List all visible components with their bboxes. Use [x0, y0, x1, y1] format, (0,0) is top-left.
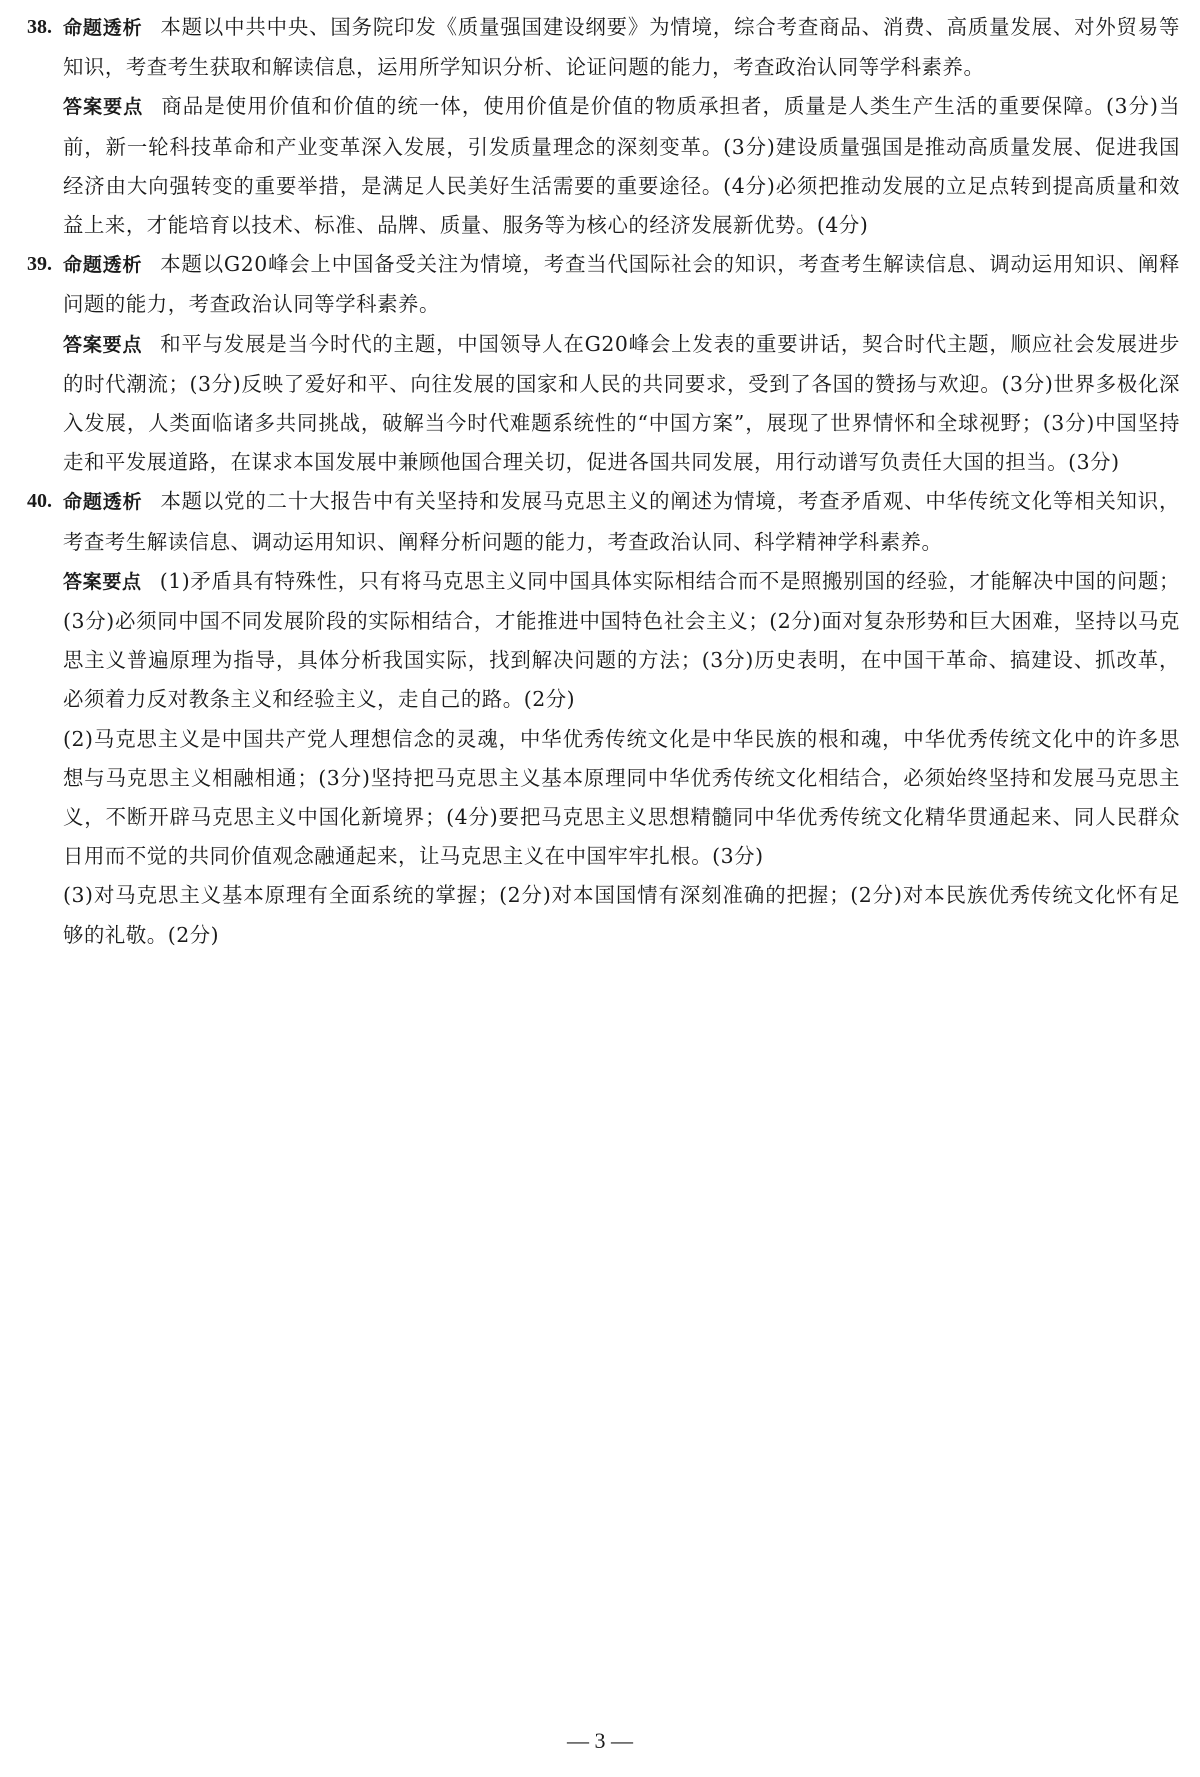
analysis-paragraph — [63, 245, 1180, 324]
question-number: 39. — [27, 253, 52, 276]
analysis-text: 本题以G20峰会上中国备受关注为情境，考查当代国际社会的知识，考查考生解读信息、调动运用知识、阐释问题的能力，考查政治认同等学科素养。 — [63, 252, 1180, 317]
page-number: — 3 — — [567, 1728, 633, 1753]
analysis-label: 命题透析 — [63, 254, 143, 277]
analysis-paragraph — [63, 8, 1180, 87]
answer-label: 答案要点 — [63, 96, 144, 119]
answer-text: (1)矛盾具有特殊性，只有将马克思主义同中国具体实际相结合而不是照搬别国的经验，才能解决中国的问题；(3分)必须同中国不同发展阶段的实际相结合，才能推进中国特色社会主义；(2分)面对复杂形势和巨大困难，坚持以马克思主义普遍原理为指导，具体分析我国实际，找到解决问题的方法；(3分)历史表明，在中国干革命、搞建设、抓改革，必须着力反对教条主义和经验主义，走自己的路。(2分) — [63, 568, 1180, 712]
answer-paragraph — [63, 87, 1180, 245]
analysis-label: 命题透析 — [63, 491, 143, 514]
answer-label: 答案要点 — [63, 333, 143, 356]
answer-part-2: (2)马克思主义是中国共产党人理想信念的灵魂，中华优秀传统文化是中华民族的根和魂，中华优秀传统文化中的许多思想与马克思主义相融相通；(3分)坚持把马克思主义基本原理同中华优秀传统文化相结合，必须始终坚持和发展马克思主义，不断开辟马克思主义中国化新境界；(4分)要把马克思主义思想精髓同中华优秀传统文化精华贯通起来、同人民群众日用而不觉的共同价值观念融通起来，让马克思主义在中国牢牢扎根。(3分) — [63, 726, 1180, 869]
answer-label: 答案要点 — [63, 570, 142, 593]
question-38 — [27, 8, 1180, 245]
analysis-text: 本题以中共中央、国务院印发《质量强国建设纲要》为情境，综合考查商品、消费、高质量发展、对外贸易等知识，考查考生获取和解读信息，运用所学知识分析、论证问题的能力，考查政治认同等学科素养。 — [63, 15, 1180, 80]
answer-paragraph — [63, 325, 1180, 483]
analysis-label: 命题透析 — [63, 17, 143, 39]
analysis-paragraph — [63, 482, 1180, 561]
question-number: 40. — [27, 490, 52, 513]
answer-paragraph — [63, 562, 1180, 720]
question-39 — [27, 245, 1180, 482]
answer-part-3: (3)对马克思主义基本原理有全面系统的掌握；(2分)对本国国情有深刻准确的把握；(2分)对本民族优秀传统文化怀有足够的礼敬。(2分) — [63, 883, 1180, 947]
answer-text: 商品是使用价值和价值的统一体，使用价值是价值的物质承担者，质量是人类生产生活的重要保障。(3分)当前，新一轮科技革命和产业变革深入发展，引发质量理念的深刻变革。(3分)建设质量强国是推动高质量发展、促进我国经济由大向强转变的重要举措，是满足人民美好生活需要的重要途径。(4分)必须把推动发展的立足点转到提高质量和效益上来，才能培育以技术、标准、品牌、质量、服务等为核心的经济发展新优势。(4分) — [63, 94, 1181, 238]
analysis-text: 本题以党的二十大报告中有关坚持和发展马克思主义的阐述为情境，考查矛盾观、中华传统文化等相关知识，考查考生解读信息、调动运用知识、阐释分析问题的能力，考查政治认同、科学精神学科素养。 — [63, 489, 1180, 554]
answer-text: 和平与发展是当今时代的主题，中国领导人在G20峰会上发表的重要讲话，契合时代主题，顺应社会发展进步的时代潮流；(3分)反映了爱好和平、向往发展的国家和人民的共同要求，受到了各国的赞扬与欢迎。(3分)世界多极化深入发展，人类面临诸多共同挑战，破解当今时代难题系统性的“中国方案”，展现了世界情怀和全球视野；(3分)中国坚持走和平发展道路，在谋求本国发展中兼顾他国合理关切，促进各国共同发展，用行动谱写负责任大国的担当。(3分) — [63, 331, 1180, 475]
question-number: 38. — [27, 16, 52, 38]
question-40 — [27, 482, 1180, 954]
